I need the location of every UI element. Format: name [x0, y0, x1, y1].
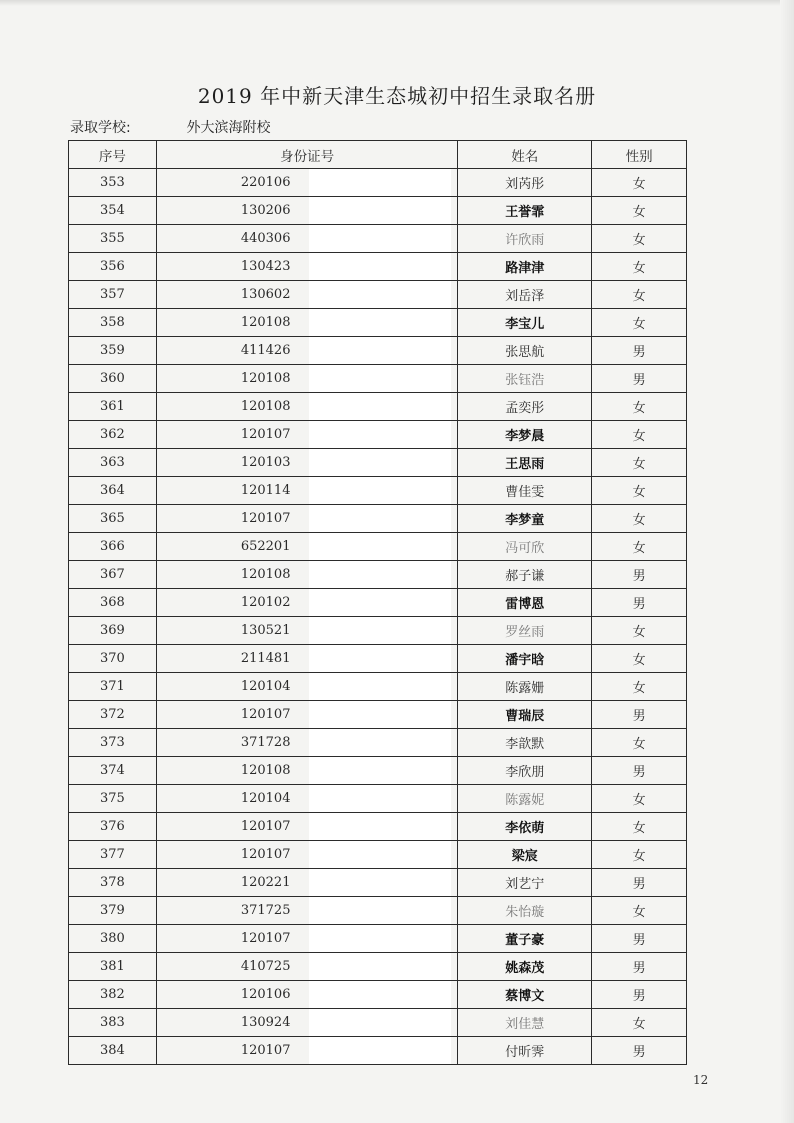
- cell-gender: 男: [592, 561, 687, 589]
- cell-id: [156, 253, 458, 281]
- id-prefix: 371725: [240, 903, 291, 918]
- cell-name: 王誉霏: [458, 197, 592, 225]
- table-row: [69, 169, 687, 197]
- id-prefix: 130521: [240, 623, 291, 638]
- table-row: [69, 617, 687, 645]
- id-redaction-mask: [309, 477, 451, 504]
- cell-id: [156, 169, 458, 197]
- cell-name: 曹佳雯: [458, 477, 592, 505]
- id-redaction-mask: [309, 981, 451, 1008]
- cell-seq: 381: [69, 953, 157, 981]
- school-name: 外大滨海附校: [186, 120, 271, 136]
- table-row: [69, 645, 687, 673]
- cell-name: 李依萌: [458, 813, 592, 841]
- cell-id: [156, 1037, 458, 1065]
- cell-id: [156, 813, 458, 841]
- cell-id: [156, 197, 458, 225]
- cell-id: [156, 729, 458, 757]
- cell-seq: 357: [69, 281, 157, 309]
- cell-name: 潘宇晗: [458, 645, 592, 673]
- id-redaction-mask: [309, 253, 451, 280]
- id-redaction-mask: [309, 953, 451, 980]
- table-row: [69, 533, 687, 561]
- table-header-row: [69, 141, 687, 169]
- table-row: [69, 281, 687, 309]
- cell-name: 刘艺宁: [458, 869, 592, 897]
- id-prefix: 120114: [240, 483, 291, 498]
- cell-seq: 355: [69, 225, 157, 253]
- cell-name: 姚森茂: [458, 953, 592, 981]
- cell-gender: 男: [592, 925, 687, 953]
- cell-gender: 女: [592, 421, 687, 449]
- table-row: [69, 701, 687, 729]
- id-redaction-mask: [309, 197, 451, 224]
- cell-seq: 364: [69, 477, 157, 505]
- id-prefix: 120102: [240, 595, 291, 610]
- cell-seq: 356: [69, 253, 157, 281]
- cell-id: [156, 925, 458, 953]
- table-row: [69, 477, 687, 505]
- id-redaction-mask: [309, 757, 451, 784]
- cell-id: [156, 785, 458, 813]
- cell-name: 刘佳慧: [458, 1009, 592, 1037]
- cell-seq: 368: [69, 589, 157, 617]
- id-redaction-mask: [309, 561, 451, 588]
- id-prefix: 120107: [240, 427, 291, 442]
- cell-seq: 366: [69, 533, 157, 561]
- header-id: 身份证号: [156, 141, 458, 169]
- cell-id: [156, 533, 458, 561]
- table-row: [69, 197, 687, 225]
- id-prefix: 120108: [240, 315, 291, 330]
- cell-name: 王思雨: [458, 449, 592, 477]
- cell-name: 董子豪: [458, 925, 592, 953]
- id-prefix: 371728: [240, 735, 291, 750]
- cell-gender: 女: [592, 393, 687, 421]
- cell-gender: 男: [592, 589, 687, 617]
- cell-id: [156, 421, 458, 449]
- id-prefix: 211481: [240, 651, 291, 666]
- id-redaction-mask: [309, 729, 451, 756]
- cell-seq: 370: [69, 645, 157, 673]
- cell-gender: 女: [592, 673, 687, 701]
- cell-seq: 359: [69, 337, 157, 365]
- id-prefix: 120107: [240, 847, 291, 862]
- id-redaction-mask: [309, 785, 451, 812]
- cell-id: [156, 645, 458, 673]
- cell-gender: 女: [592, 729, 687, 757]
- school-label: 录取学校:: [70, 120, 131, 136]
- id-redaction-mask: [309, 897, 451, 924]
- cell-seq: 375: [69, 785, 157, 813]
- cell-name: 郝子谦: [458, 561, 592, 589]
- cell-gender: 男: [592, 981, 687, 1009]
- id-redaction-mask: [309, 869, 451, 896]
- id-redaction-mask: [309, 841, 451, 868]
- cell-name: 朱怡璇: [458, 897, 592, 925]
- id-prefix: 120221: [240, 875, 291, 890]
- table-row: [69, 505, 687, 533]
- cell-id: [156, 337, 458, 365]
- id-prefix: 220106: [240, 175, 291, 190]
- table-row: [69, 1009, 687, 1037]
- cell-gender: 女: [592, 449, 687, 477]
- cell-id: [156, 757, 458, 785]
- id-prefix: 120108: [240, 371, 291, 386]
- cell-gender: 男: [592, 701, 687, 729]
- cell-name: 李歆默: [458, 729, 592, 757]
- table-row: [69, 925, 687, 953]
- table-row: [69, 981, 687, 1009]
- id-redaction-mask: [309, 309, 451, 336]
- cell-name: 曹瑞辰: [458, 701, 592, 729]
- cell-id: [156, 225, 458, 253]
- id-prefix: 130924: [240, 1015, 291, 1030]
- cell-name: 刘岳泽: [458, 281, 592, 309]
- id-redaction-mask: [309, 393, 451, 420]
- id-prefix: 120104: [240, 791, 291, 806]
- id-redaction-mask: [309, 701, 451, 728]
- table-row: [69, 225, 687, 253]
- page-number: 12: [693, 1073, 709, 1087]
- id-prefix: 120103: [240, 455, 291, 470]
- id-prefix: 120104: [240, 679, 291, 694]
- cell-name: 孟奕彤: [458, 393, 592, 421]
- cell-name: 李欣朋: [458, 757, 592, 785]
- cell-name: 路津津: [458, 253, 592, 281]
- cell-id: [156, 1009, 458, 1037]
- cell-gender: 男: [592, 1037, 687, 1065]
- id-redaction-mask: [309, 673, 451, 700]
- cell-seq: 384: [69, 1037, 157, 1065]
- cell-id: [156, 449, 458, 477]
- table-row: [69, 897, 687, 925]
- cell-seq: 362: [69, 421, 157, 449]
- scan-edge-right: [780, 0, 794, 1123]
- cell-name: 蔡博文: [458, 981, 592, 1009]
- id-prefix: 411426: [240, 343, 291, 358]
- table-row: [69, 1037, 687, 1065]
- cell-id: [156, 561, 458, 589]
- admission-table: [68, 140, 687, 1065]
- table-row: [69, 953, 687, 981]
- table-row: [69, 449, 687, 477]
- cell-id: [156, 981, 458, 1009]
- table-body: [69, 169, 687, 1065]
- id-redaction-mask: [309, 925, 451, 952]
- cell-gender: 女: [592, 841, 687, 869]
- table-row: [69, 841, 687, 869]
- id-prefix: 120107: [240, 931, 291, 946]
- cell-name: 李宝儿: [458, 309, 592, 337]
- id-redaction-mask: [309, 617, 451, 644]
- table-row: [69, 673, 687, 701]
- table-row: [69, 421, 687, 449]
- cell-gender: 女: [592, 309, 687, 337]
- cell-seq: 360: [69, 365, 157, 393]
- cell-gender: 女: [592, 1009, 687, 1037]
- cell-gender: 女: [592, 477, 687, 505]
- cell-seq: 377: [69, 841, 157, 869]
- cell-name: 梁宸: [458, 841, 592, 869]
- id-redaction-mask: [309, 449, 451, 476]
- id-prefix: 652201: [240, 539, 291, 554]
- cell-name: 许欣雨: [458, 225, 592, 253]
- id-prefix: 120108: [240, 567, 291, 582]
- cell-name: 陈露姗: [458, 673, 592, 701]
- cell-id: [156, 673, 458, 701]
- cell-id: [156, 897, 458, 925]
- cell-id: [156, 309, 458, 337]
- cell-gender: 男: [592, 337, 687, 365]
- cell-seq: 354: [69, 197, 157, 225]
- cell-id: [156, 477, 458, 505]
- table-row: [69, 309, 687, 337]
- cell-gender: 女: [592, 197, 687, 225]
- cell-seq: 363: [69, 449, 157, 477]
- cell-seq: 371: [69, 673, 157, 701]
- cell-name: 雷博恩: [458, 589, 592, 617]
- cell-gender: 男: [592, 869, 687, 897]
- table-row: [69, 589, 687, 617]
- cell-gender: 女: [592, 169, 687, 197]
- table-row: [69, 869, 687, 897]
- id-redaction-mask: [309, 533, 451, 560]
- cell-gender: 女: [592, 505, 687, 533]
- school-row: [70, 117, 270, 139]
- cell-seq: 353: [69, 169, 157, 197]
- cell-seq: 382: [69, 981, 157, 1009]
- id-prefix: 440306: [240, 231, 291, 246]
- cell-seq: 367: [69, 561, 157, 589]
- id-redaction-mask: [309, 225, 451, 252]
- cell-gender: 女: [592, 617, 687, 645]
- cell-name: 李梦童: [458, 505, 592, 533]
- id-prefix: 120106: [240, 987, 291, 1002]
- cell-name: 刘芮彤: [458, 169, 592, 197]
- table-row: [69, 729, 687, 757]
- header-name: 姓名: [458, 141, 592, 169]
- cell-name: 张钰浩: [458, 365, 592, 393]
- table-row: [69, 337, 687, 365]
- cell-gender: 女: [592, 645, 687, 673]
- id-prefix: 120107: [240, 511, 291, 526]
- cell-id: [156, 841, 458, 869]
- id-redaction-mask: [309, 169, 451, 196]
- table-row: [69, 365, 687, 393]
- id-prefix: 130423: [240, 259, 291, 274]
- id-prefix: 120107: [240, 1043, 291, 1058]
- id-redaction-mask: [309, 365, 451, 392]
- id-redaction-mask: [309, 645, 451, 672]
- cell-gender: 男: [592, 757, 687, 785]
- id-redaction-mask: [309, 1037, 451, 1064]
- cell-gender: 男: [592, 953, 687, 981]
- cell-id: [156, 953, 458, 981]
- table-row: [69, 561, 687, 589]
- cell-gender: 女: [592, 533, 687, 561]
- scan-edge-top: [0, 0, 794, 6]
- id-redaction-mask: [309, 421, 451, 448]
- cell-gender: 女: [592, 785, 687, 813]
- header-gender: 性别: [592, 141, 687, 169]
- cell-seq: 361: [69, 393, 157, 421]
- id-prefix: 130602: [240, 287, 291, 302]
- table-row: [69, 393, 687, 421]
- cell-name: 陈露妮: [458, 785, 592, 813]
- cell-seq: 376: [69, 813, 157, 841]
- cell-id: [156, 281, 458, 309]
- cell-name: 张思航: [458, 337, 592, 365]
- cell-seq: 365: [69, 505, 157, 533]
- cell-seq: 378: [69, 869, 157, 897]
- cell-name: 付昕霁: [458, 1037, 592, 1065]
- cell-seq: 372: [69, 701, 157, 729]
- table-row: [69, 253, 687, 281]
- cell-seq: 373: [69, 729, 157, 757]
- table-row: [69, 757, 687, 785]
- cell-seq: 380: [69, 925, 157, 953]
- id-redaction-mask: [309, 337, 451, 364]
- id-redaction-mask: [309, 589, 451, 616]
- page-title: 2019 年中新天津生态城初中招生录取名册: [197, 84, 597, 108]
- id-redaction-mask: [309, 813, 451, 840]
- cell-id: [156, 505, 458, 533]
- id-redaction-mask: [309, 505, 451, 532]
- id-prefix: 120108: [240, 399, 291, 414]
- cell-seq: 379: [69, 897, 157, 925]
- cell-id: [156, 869, 458, 897]
- id-prefix: 120107: [240, 819, 291, 834]
- cell-id: [156, 589, 458, 617]
- cell-gender: 男: [592, 365, 687, 393]
- header-seq: 序号: [69, 141, 157, 169]
- cell-seq: 374: [69, 757, 157, 785]
- cell-name: 冯可欣: [458, 533, 592, 561]
- table-row: [69, 785, 687, 813]
- id-prefix: 120107: [240, 707, 291, 722]
- cell-seq: 369: [69, 617, 157, 645]
- cell-gender: 女: [592, 897, 687, 925]
- table-row: [69, 813, 687, 841]
- cell-seq: 358: [69, 309, 157, 337]
- id-redaction-mask: [309, 1009, 451, 1036]
- cell-id: [156, 617, 458, 645]
- cell-gender: 女: [592, 253, 687, 281]
- id-prefix: 410725: [240, 959, 291, 974]
- cell-seq: 383: [69, 1009, 157, 1037]
- id-prefix: 130206: [240, 203, 291, 218]
- id-prefix: 120108: [240, 763, 291, 778]
- cell-gender: 女: [592, 225, 687, 253]
- cell-id: [156, 365, 458, 393]
- cell-gender: 女: [592, 813, 687, 841]
- id-redaction-mask: [309, 281, 451, 308]
- cell-id: [156, 393, 458, 421]
- cell-name: 李梦晨: [458, 421, 592, 449]
- cell-gender: 女: [592, 281, 687, 309]
- cell-name: 罗丝雨: [458, 617, 592, 645]
- cell-id: [156, 701, 458, 729]
